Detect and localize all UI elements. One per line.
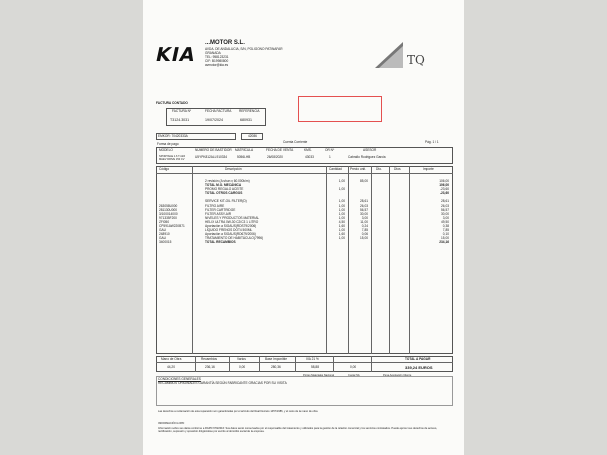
- quantity-column: [329, 179, 345, 240]
- invoice-page: [143, 0, 464, 455]
- totals-label-parts: Recambios: [201, 357, 217, 361]
- dealer-name: ...MOTOR S.L.: [205, 40, 245, 46]
- invoice-no-label: FACTURA Nº: [172, 109, 192, 113]
- invoice-date: 19/07/2024: [205, 118, 223, 122]
- partner-logo-icon: [373, 40, 433, 70]
- col-divider: [348, 166, 349, 354]
- col-divider: [326, 166, 327, 354]
- line-unit-price: 85,00: [360, 179, 368, 183]
- line-amount: 49,50: [441, 219, 449, 224]
- vehicle-advisor: Cabrallo Rodriguez Garcia: [348, 155, 386, 159]
- vehicle-vin: U5YPK812ALL910334: [195, 155, 228, 159]
- dealer-phone: TEL: 958123231: [205, 55, 229, 59]
- line-code: 263058U000: [159, 203, 178, 208]
- remarks-title: CONDICIONES GENERALES: [158, 377, 201, 381]
- totals-col-divider: [371, 356, 372, 372]
- col-divider: [389, 166, 390, 354]
- line-unit-price: 11,00: [360, 219, 368, 224]
- line-amount: 0,38: [442, 224, 449, 229]
- col-divider: [371, 166, 372, 354]
- col-header-price: Precio unit.: [350, 167, 366, 171]
- totals-col-divider: [195, 356, 196, 372]
- totals-parts: 236,16: [205, 365, 215, 369]
- vehicle-plate-label: MATRÍCULA: [235, 148, 254, 152]
- totals-base: 280,36: [271, 365, 281, 369]
- totals-label-base: Base Imponible: [265, 357, 287, 361]
- brand-logo: KIA: [153, 44, 198, 66]
- line-quantity: 4,50: [338, 219, 345, 224]
- totals-other: 0,00: [350, 365, 357, 369]
- description-column: [205, 179, 263, 245]
- line-unit-price: 15,00: [360, 236, 368, 241]
- totals-divider: [156, 362, 453, 363]
- vehicle-or: 1: [329, 155, 331, 159]
- invoice-reference: 680931: [240, 118, 252, 122]
- vehicle-km: 43033: [305, 155, 314, 159]
- vehicle-sale-date: 26/08/2020: [267, 155, 283, 159]
- col-header-code: Código: [159, 167, 170, 171]
- line-unit-price: 7,85: [361, 228, 368, 233]
- totals-vat: 58,88: [311, 365, 319, 369]
- line-amount: 56,57: [441, 207, 449, 212]
- line-code: 281130U000: [159, 207, 178, 212]
- line-quantity: 1,00: [338, 207, 345, 212]
- partner-logo-text: TQ: [407, 53, 425, 67]
- line-amount: 3,00: [442, 215, 449, 220]
- line-amount: 26,03: [441, 203, 449, 208]
- invoice-ref-label: REFERENCIA: [239, 109, 260, 113]
- line-code: GAU: [159, 228, 166, 233]
- totals-col-divider: [259, 356, 260, 372]
- line-code: 971335F200: [159, 215, 177, 220]
- totals-sub-label-1: Portes Materiales Nacional: [303, 374, 334, 377]
- line-quantity: 1,60: [338, 232, 345, 237]
- line-amount: 28,61: [441, 199, 449, 204]
- totals-label-pay: TOTAL A PAGAR: [405, 357, 431, 361]
- line-description: TOTAL RECAMBIOS: [205, 240, 236, 245]
- line-description: Aportación a SIGAUS(RD679/2006): [205, 232, 256, 237]
- totals-col-divider: [229, 356, 230, 372]
- line-code: ZFI050: [159, 219, 170, 224]
- footer-note: Las derechos a reclamación de esta reparación son garantizadas por el artículo del Real Decreto 1457/1986, y el resto de la mano de obra: [158, 410, 318, 413]
- vehicle-plate: 5056LHB: [237, 155, 251, 159]
- line-description: Aportación a SIGAUS(RDS79/2006): [205, 224, 257, 229]
- line-description: FILTER CARTRIDGE: [205, 207, 236, 212]
- dealer-cif: CIF: B19980800: [205, 59, 229, 63]
- entity-label: EMKOR: 70420333A: [158, 133, 188, 138]
- line-amount: 106,00: [439, 183, 449, 188]
- line-unit-price: 28,61: [360, 199, 368, 204]
- line-description: TRATAMIENTO DE HABITÁCULO(7996): [205, 236, 264, 241]
- line-quantity: 1,00: [338, 215, 345, 220]
- line-unit-price: 0,24: [361, 224, 368, 229]
- line-quantity: 1,00: [338, 236, 345, 241]
- vehicle-model: SPORTAGE 1.6 T-GDI MHEV DRIVE 150 CV: [159, 155, 186, 161]
- line-quantity: 1,00: [338, 228, 345, 233]
- line-quantity: 1,00: [338, 211, 345, 216]
- line-description: 2 revisión (A shun x 60.000k/m): [205, 179, 250, 183]
- vehicle-km-label: KMS.: [304, 148, 312, 152]
- codes-column: [159, 179, 185, 245]
- line-description: HELIX ULTRA 0W-30 C2/C3 1 LITRO: [205, 219, 259, 224]
- line-description: TOTAL OTROS CARGOS: [205, 191, 243, 196]
- line-description: TOTAL M.O. MECÁNICA: [205, 183, 242, 188]
- line-code: CP591AW220B71: [159, 224, 185, 229]
- amount-column: [411, 179, 449, 245]
- invoice-date-label: FECHA FACTURA: [205, 109, 232, 113]
- line-quantity: 1,60: [338, 224, 345, 229]
- line-amount: 0,10: [442, 232, 449, 237]
- line-quantity: 1,00: [338, 203, 345, 208]
- vehicle-vin-label: NÚMERO DE BASTIDOR: [195, 148, 232, 152]
- totals-sub-label-2: Cuota IVA: [348, 374, 360, 377]
- line-unit-price: 30,00: [360, 211, 368, 216]
- line-quantity: 1,00: [338, 199, 345, 204]
- totals-col-divider: [333, 356, 334, 372]
- totals-label-labour: Mano de Obra: [161, 357, 182, 361]
- line-code: 3/100014000: [159, 211, 178, 216]
- line-amount: 106,00: [439, 179, 449, 183]
- line-amount: 15,00: [441, 236, 449, 241]
- vehicle-advisor-label: ASESOR: [363, 148, 377, 152]
- col-divider: [409, 166, 410, 354]
- payment-value: Cuenta Corriente: [283, 140, 308, 144]
- col-header-description: Descripción: [225, 167, 242, 171]
- totals-label-misc: Varios: [237, 357, 246, 361]
- price-column: [350, 179, 368, 240]
- line-unit-price: 56,57: [360, 207, 368, 212]
- line-description: FILTER ASSY-AIR: [205, 211, 232, 216]
- footer-legal-text: Información sobre sus datos conforme a RGPD 679/2016: Sus datos serán conservados por el responsable del tratamiento y utilizados para la gestión de la relación comercial y los servicios contratados. Puede ejercer sus derechos de acceso, rectificación, supresión y oposición dirigiéndose por escrito al domicilio social de la empresa.: [158, 427, 437, 434]
- col-header-amount: Importe: [423, 167, 434, 171]
- vehicle-sale-date-label: FECHA DE VENTA: [266, 148, 294, 152]
- col-header-qty: Cantidad: [329, 167, 342, 171]
- page-number: Pág. 1 / 1: [425, 140, 439, 144]
- line-amount: 234,16: [439, 240, 449, 245]
- col-header-discounts: Dtos: [394, 167, 401, 171]
- line-description: FILTRO AIRE: [205, 203, 225, 208]
- remarks-box: [156, 376, 453, 406]
- vehicle-or-label: OR Nº: [325, 148, 335, 152]
- line-code: 3400015: [159, 240, 172, 245]
- vehicle-model-label: MODELO: [159, 148, 173, 152]
- line-unit-price: 26,03: [360, 203, 368, 208]
- line-amount: 7,85: [442, 228, 449, 233]
- footer-privacy-title: INFORMACIÓN LOPD: [158, 422, 185, 425]
- dealer-city: GRANADA: [205, 51, 221, 55]
- line-amount: -23,60: [439, 187, 449, 192]
- line-code: 248910: [159, 232, 170, 237]
- invoice-title: FACTURA CONTADO: [156, 101, 188, 105]
- line-description: LÍQUIDO FRENOS DOT4 500ML: [205, 228, 253, 233]
- line-description: NIVELES Y PRODUCTOS MATERIAL: [205, 215, 260, 220]
- totals-labour: 44,20: [167, 365, 175, 369]
- totals-label-vat: IVA 21 %: [306, 357, 319, 361]
- col-divider: [192, 166, 193, 354]
- dealer-email: avmotor@kia.es: [205, 63, 229, 67]
- remarks-text: RECAMBIOS ORIGINALES GARANTÍA SEGÚN FABRICANTE GRACIAS POR SU VISITA: [158, 381, 287, 385]
- client-value: 42086: [248, 133, 257, 138]
- totals-col-divider: [295, 356, 296, 372]
- line-description: PROMO REGALO ACEITE: [205, 187, 244, 192]
- line-description: SERVICE KIT-OIL FILTER(D): [205, 199, 247, 204]
- line-quantity: 1,00: [338, 187, 345, 192]
- redaction-box: [298, 96, 382, 122]
- line-amount: -23,60: [439, 191, 449, 196]
- payment-label: Forma de pago: [157, 142, 179, 146]
- total-to-pay: 339,24 EUROS: [405, 364, 433, 370]
- invoice-no: T3124.3031: [170, 118, 190, 122]
- line-unit-price: 3,00: [361, 215, 368, 220]
- col-header-discount: Dto.: [376, 167, 382, 171]
- line-quantity: 1,00: [338, 179, 345, 183]
- dealer-address: AVDA. DE ANDALUCIA, S/N, POLIGONO PATINAFAR: [205, 47, 283, 51]
- totals-misc: 0,00: [239, 365, 246, 369]
- line-unit-price: 0,06: [361, 232, 368, 237]
- line-code: GAU: [159, 236, 166, 241]
- line-amount: 30,00: [441, 211, 449, 216]
- totals-sub-label-3: Pena Aceptación Cliente: [383, 374, 412, 377]
